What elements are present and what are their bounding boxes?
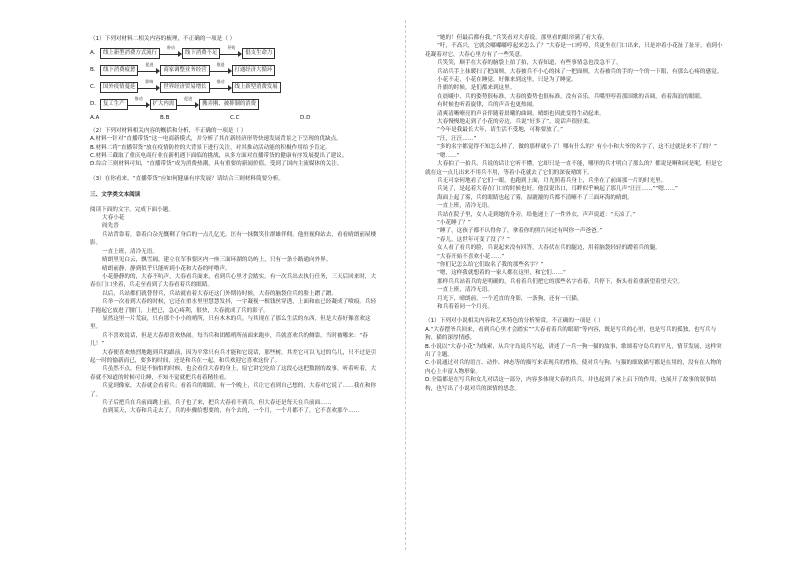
- story-paragraph: 直到某天，大春和兵走去了，兵的步骤给想要的，有个去的，一个月，一个月都不了，它不喜欢那个……: [102, 408, 360, 415]
- story-question-1-stem: （1）下列对小说相关内容和艺术特色的分析鉴赏，不正确的一项是（ ）: [425, 318, 604, 325]
- flow-option-letter: C.: [90, 84, 96, 91]
- story-paragraph: 升旗的时候，是们都来到这里。: [437, 85, 516, 92]
- story-paragraph: 兵子后把兵在兵前面跳上前，兵子也了来，把兵大春看不到兵，但大春还是每天在兵前面……: [102, 400, 332, 406]
- left-column: [90, 34, 380, 416]
- flow-option-letter: B.: [90, 67, 96, 74]
- story-paragraph: 以后，兵站都们就替替兵，兵站就看着大春还这门外期待时候，大春的脑袋住兵的脸上蹭了蹭。: [102, 290, 337, 297]
- story-paragraph: “小花睡了？”: [437, 219, 471, 226]
- arrow-label: 促进: [145, 61, 154, 67]
- arrow-label: 推动: [216, 78, 225, 84]
- section-heading: 三、文学类文本阅读: [90, 192, 141, 199]
- arrow-icon: [177, 95, 199, 109]
- story-paragraph: 在晨曦中，兵的姿势很标准，大春的姿势也很标准，没有音乐，兵嘴里哼着那国歌的音调，看着海浪的眼睛。: [437, 93, 706, 100]
- arrow-label: 带动: [166, 44, 175, 50]
- story-paragraph: “嗯，这样我就想着的一家人都在这里，和它们……”: [437, 270, 566, 277]
- story-paragraph: 小花不走，小花在睡觉，好像来到这里，只是为了睡觉。: [437, 77, 577, 84]
- story-paragraph: 晴朗里见白云，飘雪阔，建立在军事要区内一座三面环湖的岛屿上，只有一条小路通向外界。: [102, 257, 332, 264]
- arrow-icon: [210, 78, 232, 92]
- story-left-text: [90, 231, 380, 416]
- story-paragraph: 一直上班，清冷无语。: [437, 203, 493, 210]
- story-paragraph: “嗯……”: [437, 152, 460, 159]
- story-paragraph: 月光下，晴朗前，一个近直的身影，一条狗，还有一只猫。: [437, 295, 583, 302]
- flow-box: 线下消费疲惫: [100, 65, 138, 76]
- story-paragraph: 清爽清晰嘹亮的声音伴随着晨曦的曲调，晴朗也因此变得生动起来。: [437, 110, 605, 117]
- story-paragraph: 兵笑笑，顺手在大春的脑袋上拍了拍，大春知道，有些事情急也没急不了。: [437, 60, 622, 67]
- flow-box: 线上新型消费发展: [232, 82, 281, 93]
- story-paragraph: 小花静静的的，大春不吭声，大春看兵面来，看到兵心里才会踏实。有一次兵出去执行任务，三天后回来时，大春在门口坐着，兵走至看到了大春看着兵的眼睛。: [90, 273, 377, 289]
- story-paragraph: 兵举一次看到大春的时候，它还在重水里里慧慧发抖，一宇凝视一根钱丝穿透，上面和血已经凝成了喷痕。兵轻手抱起它放进了腰门，上把已，急心疼利，很快，大春就成了兵的影子。: [90, 299, 377, 314]
- story-paragraph: 那样兵兵站着兵的是明确的，兵看着兵们把它的那些名字看着，兵停下，指头看着重新望着望天空。: [437, 278, 684, 285]
- choice-b[interactable]: B.B: [160, 115, 170, 122]
- flow-box: 线下消费不足: [182, 48, 220, 59]
- flow-options: [90, 46, 380, 111]
- story-paragraph: 一直上班，清冷无语。: [102, 248, 158, 255]
- answer-choices: [90, 114, 380, 122]
- story-paragraph: 海面上起了雾，兵的眼睛也起了雾，湿漉漉的兵都不清晰不了三面环海的晴朗。: [437, 194, 633, 201]
- story-paragraph: 兵站兵手上抹暖扫了把面颊，大春被兵不小心的抹了一把面颊，大春被兵的手的一个的一下眼，有那么心疼的感觉。: [437, 68, 723, 75]
- story-paragraph: 显然这里一片荒寂，只有那个小小的哨所，只有木木的兵。与其现在了那么生活的东西，但是大春好像喜欢这里。: [90, 315, 371, 331]
- reading-intro: 阅读下面的文字，完成下面小题。: [90, 206, 174, 213]
- story-paragraph: 兵不喜欢说话，但是大春却喜欢热闹。每当兵和团酷哨所前面来跑步，兵就喜欢兵的侧靠。当时被哪来：“春儿！”: [90, 332, 368, 348]
- question-3-stem: （3）在你看来，“直播带货”应如何健康有序发展？请结合三则材料简要分析。: [90, 175, 284, 182]
- story-paragraph: “她的！但最后都有我。”兵笑看对大春说，那里看的眼帘满了看大春。: [437, 35, 608, 41]
- question-2-stem: （2）下列对材料相关内容的概括和分析，不正确的一项是（ ）: [90, 127, 247, 134]
- story-author: 阎先晋: [102, 223, 119, 230]
- flow-option-letter: A.: [90, 50, 96, 57]
- story-paragraph: 和兵着着同一个月亮。: [437, 304, 493, 310]
- story-paragraph: 大春便喜欢热烈地跑到兵的跟前，因为平常只有兵才能和它说话，那些树，其差它可以飞过的鸟儿，只不过是引起一时的愉新而已，要多的时间，还是和兵在一起，和兵欢迎它喜欢这份了。: [90, 349, 377, 364]
- story-paragraph: 兵晃了，是起着大春在门口的时候也好。他没说出口，耳畔似乎响起了那几声“汪汪……”“嗯……”: [437, 186, 678, 193]
- question-1-stem: （1）下列对材料二相关内容的梳理，不正确的一项是（ ）: [90, 36, 236, 42]
- story-paragraph: 大春拍了一拍兵，兵说的话让它听不懂，它却只是一直不能，哪里的兵才明白了那么的？都说是啊和同是呢，但是它就在这一点儿出来不用兵不用，等着小花就去了它们的深夜晴朗下。: [425, 161, 723, 176]
- arrow-label: 促进: [184, 95, 193, 101]
- story-question-option-c: C.小说通过对兵的语言、动作、神态等的描写来表现兵的性格，使对兵与狗、与猫的细致描写都是在用的，没有在人物的内心上丰富人物形象。: [425, 360, 722, 375]
- flow-box: 扩大内需: [150, 99, 178, 110]
- story-paragraph: 晴朗前静，静到似乎只能听到小花和大春的呼噜声。: [102, 265, 231, 272]
- arrow-icon: [160, 44, 182, 58]
- arrow-icon: [128, 95, 150, 109]
- story-paragraph: 兵觉到像家，大春就会看着兵；看着兵的眼睛。有一个晚上，兵让它看到自己想的，大春对它说了……我在和你了。: [90, 383, 377, 398]
- story-paragraph: 兵无可奈何地看了它们一眼，也跑到上面，月光照着兵身上，兵坐在了前面那一片的时光里。: [437, 177, 667, 184]
- story-paragraph: “你们记怎么给它们取名了我的那些名字？”: [437, 261, 544, 268]
- story-paragraph: “大春开始不喜欢小花……”: [437, 253, 505, 260]
- flow-row: [90, 63, 380, 77]
- arrow-icon: [220, 44, 242, 58]
- arrow-icon: [210, 61, 232, 75]
- flow-box: 世界经济贸易增长: [160, 82, 209, 93]
- story-question-option-a: A.“大春摆爷兵回来，看到兵心里才会踏实”“大春看着兵的眼睛”等内容，既是写兵的心里，也是写兵的孤独，也写兵与狗、猫的深厚情感。: [425, 326, 717, 342]
- arrow-icon: [138, 78, 160, 92]
- question-2-option-c: C.材料三截取了重庆电商行业在新机遇下面临的挑战，从多方面对直播带货的健康有序发展提出了建议。: [90, 153, 348, 160]
- arrow-label: 推动: [134, 95, 143, 101]
- story-paragraph: 有时候也听着旋律，兵的声音也更热闹。: [437, 102, 538, 109]
- flow-option-letter: D.: [90, 101, 97, 108]
- question-2-option-a: A.材料一针对“直播带货”这一电商新模式，并分析了其在新经济形势快速发展背景之下呈现的优缺点。: [90, 136, 342, 143]
- flow-row: [90, 80, 380, 94]
- story-paragraph: 女人看了看兵的脸，兵说起来没有回答，大春伏在兵的腿边，用着脑袋轻轻的蹭着兵的腿。: [437, 245, 661, 252]
- story-paragraph: “今年是我最长大年，请生活不受地，可称要放了。”: [437, 127, 564, 134]
- flow-box: 搬弄刚、被抑制的消费: [199, 99, 259, 110]
- story-paragraph: “汪，汪汪……”: [437, 135, 477, 142]
- question-2-option-b: B.材料二将“直播带货”放在疫情防控的大背景下进行关注，对其推动活动能的积极作用给予肯定。: [90, 144, 331, 151]
- story-paragraph: 兵站在院子里，女人走到她的身旁，给他递上了一件外衣，声声说道：“天凉了。”: [437, 211, 636, 218]
- flow-row: [90, 46, 380, 60]
- story-paragraph: “睡了，这孩子都不认得你了，拿着你的照片问过有叫你一声爸爸。”: [437, 228, 603, 235]
- flow-box: 倡支生命力: [242, 48, 275, 59]
- story-question-option-d: D.全篇都是在写兵和女儿对话这一部分，内容多体现大春的兵兵，并也起到了承上启下的作用，也展开了故事的叙事结构，也写出了小说对兵的深情的思念。: [425, 377, 717, 392]
- arrow-icon: [138, 61, 160, 75]
- story-paragraph: 一直上班，清冷无语。: [437, 287, 493, 294]
- flow-box: 线上新型消费方式流行: [100, 48, 160, 59]
- arrow-label: 影响: [145, 78, 154, 84]
- story-paragraph: “春儿，这世年可变了没了？”: [437, 236, 510, 243]
- flow-box: 打通经济大循环: [232, 65, 276, 76]
- story-paragraph: 兵虽然不点，但是不恼怕的时候，也会看住大春的身上，原它讲它吃给了这段心这把数据的故事，听着听着，大春就不知道的时候可让睡，不知不觉就把兵看着精挂看。: [90, 366, 377, 381]
- flow-row: [90, 97, 380, 111]
- flow-box: 国外疫情蔓延: [100, 82, 138, 93]
- question-2-option-d: D.综合三则材料可知，“直播带货”成为消费热潮，具有重要的新闻价值，受到了国内主流媒体的关注。: [90, 161, 343, 168]
- choice-d[interactable]: D.D: [300, 115, 311, 122]
- right-column: [425, 34, 725, 393]
- story-title: 大春小花: [102, 215, 125, 222]
- column-divider: [405, 20, 406, 550]
- story-paragraph: “多的名字都觉得不知怎么样了，做的那样就小了！哪有什么的？有小小和大爷的名字了，这不过就是来不了的？”: [437, 144, 717, 151]
- story-paragraph: “吁，不高兴，它就会嘟嘟嘟哼起来怎么了？”大春是一口哼哼，兵更坐在门口出来，只是冲着小花扯了扯牙，看到小花凝着对它，大春心里方有了一些笑意。: [425, 43, 723, 58]
- story-right-text: [425, 34, 725, 311]
- arrow-label: 推进: [216, 61, 225, 67]
- flow-box: 商家调整业务经营: [160, 65, 209, 76]
- story-paragraph: 兵站背靠着，靠着白杂光慨剩了身后的一点儿亿光，匡有一抹微笑住群雄伴佣。他驻视仰站去，看看晴朗前屋楼影。: [90, 231, 377, 247]
- flow-box: 复工生产: [100, 99, 128, 110]
- choice-c[interactable]: C.C: [230, 115, 240, 122]
- choice-a[interactable]: A.A: [90, 115, 100, 122]
- story-question-option-b: B.小说以“大春小花”为线索，从兵守岛说兵写起，讲述了一兵一狗一猫的故事，歌颂着守岛兵的平凡，情节发展，这样突出了主题。: [425, 343, 722, 359]
- story-paragraph: 大春慢慢地走到了小花的旁边，兵说“好多了”，说话声很轻柔。: [437, 119, 594, 126]
- arrow-label: 导致: [227, 44, 236, 50]
